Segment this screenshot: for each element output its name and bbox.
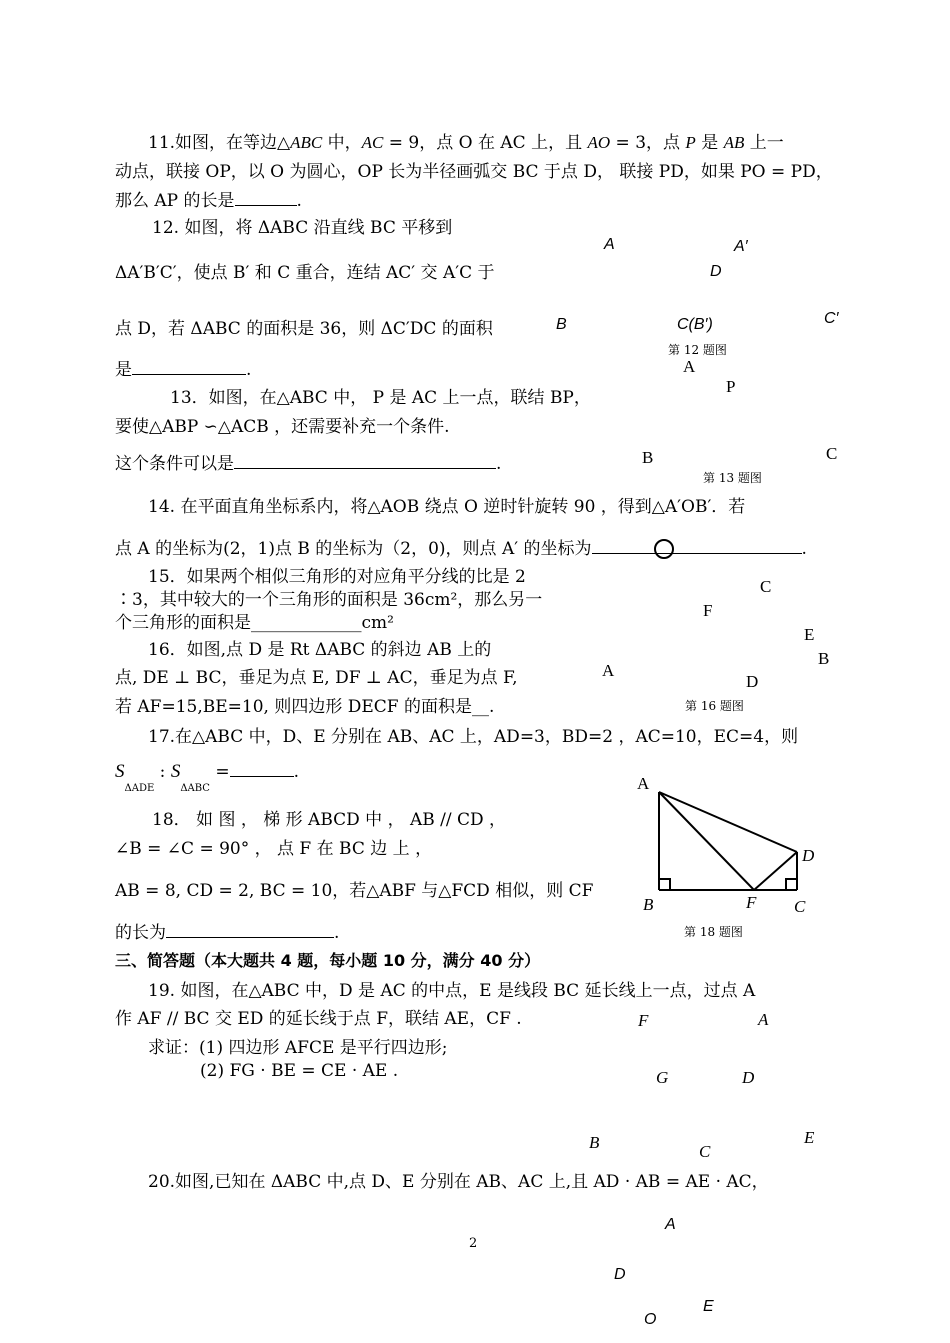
q18-trapezoid-diagram	[640, 780, 820, 900]
q13-line3: 这个条件可以是 .	[115, 454, 502, 474]
q18-label-D: D	[802, 846, 815, 865]
q18-caption: 第 18 题图	[684, 925, 743, 939]
q19-line2: 作 AF // BC 交 ED 的延长线于点 F，联结 AE，CF .	[115, 1009, 522, 1029]
q13-label-C: C	[826, 444, 838, 463]
q16-label-F: F	[703, 601, 713, 620]
q11-line1: 11.如图，在等边△ABC 中，AC = 9，点 O 在 AC 上，且 AO = 3，点 P 是 AB 上一	[148, 133, 784, 153]
q12-line1: 12. 如图，将 ΔABC 沿直线 BC 平移到	[152, 218, 453, 238]
q20-label-D: D	[614, 1266, 626, 1283]
q16-label-D: D	[746, 672, 759, 691]
page-number: 2	[469, 1236, 478, 1251]
q14-line1: 14. 在平面直角坐标系内，将△AOB 绕点 O 逆时针旋转 90 ，得到△A′OB′．若	[148, 497, 746, 517]
q13-answer-blank[interactable]	[234, 452, 496, 469]
q19-line3: 求证：(1) 四边形 AFCE 是平行四边形;	[148, 1038, 448, 1058]
q18-line1: 18． 如 图 ， 梯 形 ABCD 中 ， AB // CD ，	[152, 810, 507, 830]
q12-label-C-B-prime: C(B′)	[677, 316, 713, 333]
q13-label-P: P	[726, 377, 736, 396]
q18-line2: ∠B = ∠C = 90° ， 点 F 在 BC 边 上 ，	[115, 839, 433, 859]
q12-line3: 点 D，若 ΔABC 的面积是 36，则 ΔC′DC 的面积	[115, 319, 493, 339]
q13-line2: 要使△ABP ∽△ACB ，还需要补充一个条件.	[115, 417, 450, 437]
q20-label-A: A	[665, 1216, 676, 1233]
q19-line4: (2) FG · BE = CE · AE .	[200, 1061, 399, 1081]
q19-label-D: D	[742, 1068, 755, 1087]
q12-label-A: A	[604, 236, 615, 253]
q14-circle-mark	[654, 539, 674, 559]
q20-label-O: O	[644, 1311, 657, 1328]
q17-answer-blank[interactable]	[230, 760, 294, 777]
q11-line3: 那么 AP 的长是 .	[115, 191, 302, 211]
q18-label-F: F	[746, 893, 757, 912]
q19-label-G: G	[656, 1068, 669, 1087]
q17-ratio: $S_{\Delta ADE}$ : $S_{\Delta ABC}$ = .	[115, 761, 300, 795]
q16-label-A: A	[602, 661, 615, 680]
q16-label-C: C	[760, 577, 772, 596]
section3-heading: 三、简答题（本大题共 4 题，每小题 10 分，满分 40 分）	[115, 951, 541, 970]
q12-label-B: B	[556, 316, 567, 333]
q16-label-E: E	[804, 625, 815, 644]
q11-answer-blank[interactable]	[235, 189, 297, 206]
q15-line3: 个三角形的面积是_____________cm²	[115, 613, 394, 633]
q11-line2: 动点，联接 OP，以 O 为圆心，OP 长为半径画弧交 BC 于点 D， 联接 PD，如果 PO = PD，	[115, 162, 833, 182]
q18-label-C: C	[794, 897, 806, 916]
q17-line1: 17.在△ABC 中，D、E 分别在 AB、AC 上，AD=3，BD=2 ，AC=10，EC=4，则	[148, 727, 799, 747]
q12-label-A-prime: A′	[734, 238, 748, 255]
q13-line1: 13．如图，在△ABC 中， P 是 AC 上一点，联结 BP，	[170, 388, 591, 408]
q18-label-B: B	[643, 895, 654, 914]
q14-line2: 点 A 的坐标为(2，1)点 B 的坐标为（2，0)，则点 A′ 的坐标为 .	[115, 539, 807, 559]
q13-label-A: A	[683, 357, 696, 376]
q18-answer-blank[interactable]	[166, 921, 334, 938]
q12-line4: 是 .	[115, 360, 252, 380]
q19-label-E: E	[804, 1128, 815, 1147]
q19-label-B: B	[589, 1133, 600, 1152]
q13-caption: 第 13 题图	[703, 471, 762, 485]
q19-label-A: A	[758, 1010, 769, 1029]
q19-label-F: F	[638, 1011, 649, 1030]
q12-answer-blank[interactable]	[132, 358, 246, 375]
q12-caption: 第 12 题图	[668, 343, 727, 357]
q15-line2: ∶3，其中较大的一个三角形的面积是 36cm²，那么另一	[115, 590, 543, 610]
q19-label-C: C	[699, 1142, 711, 1161]
q15-line1: 15．如果两个相似三角形的对应角平分线的比是 2	[148, 567, 526, 587]
q12-line2: ΔA′B′C′，使点 B′ 和 C 重合，连结 AC′ 交 A′C 于	[115, 263, 495, 283]
q16-line1: 16．如图,点 D 是 Rt ΔABC 的斜边 AB 上的	[148, 640, 492, 660]
q12-label-C-prime: C′	[824, 310, 839, 327]
q16-line2: 点, DE ⊥ BC，垂足为点 E, DF ⊥ AC，垂足为点 F,	[115, 668, 518, 688]
q16-label-B: B	[818, 649, 830, 668]
q20-line1: 20.如图,已知在 ΔABC 中,点 D、E 分别在 AB、AC 上,且 AD · AB = AE · AC，	[148, 1172, 769, 1192]
q18-line3: AB = 8, CD = 2, BC = 10，若△ABF 与△FCD 相似，则 CF	[115, 881, 594, 901]
q13-label-B: B	[642, 448, 654, 467]
q18-line4: 的长为 .	[115, 923, 340, 943]
q16-caption: 第 16 题图	[685, 699, 744, 713]
q16-line3: 若 AF=15,BE=10, 则四边形 DECF 的面积是__.	[115, 697, 495, 717]
q12-label-D: D	[710, 263, 722, 280]
q19-line1: 19. 如图，在△ABC 中，D 是 AC 的中点，E 是线段 BC 延长线上一点，过点 A	[148, 981, 756, 1001]
q14-answer-blank[interactable]	[592, 537, 802, 554]
q20-label-E: E	[703, 1298, 714, 1315]
q18-label-A: A	[637, 774, 650, 793]
